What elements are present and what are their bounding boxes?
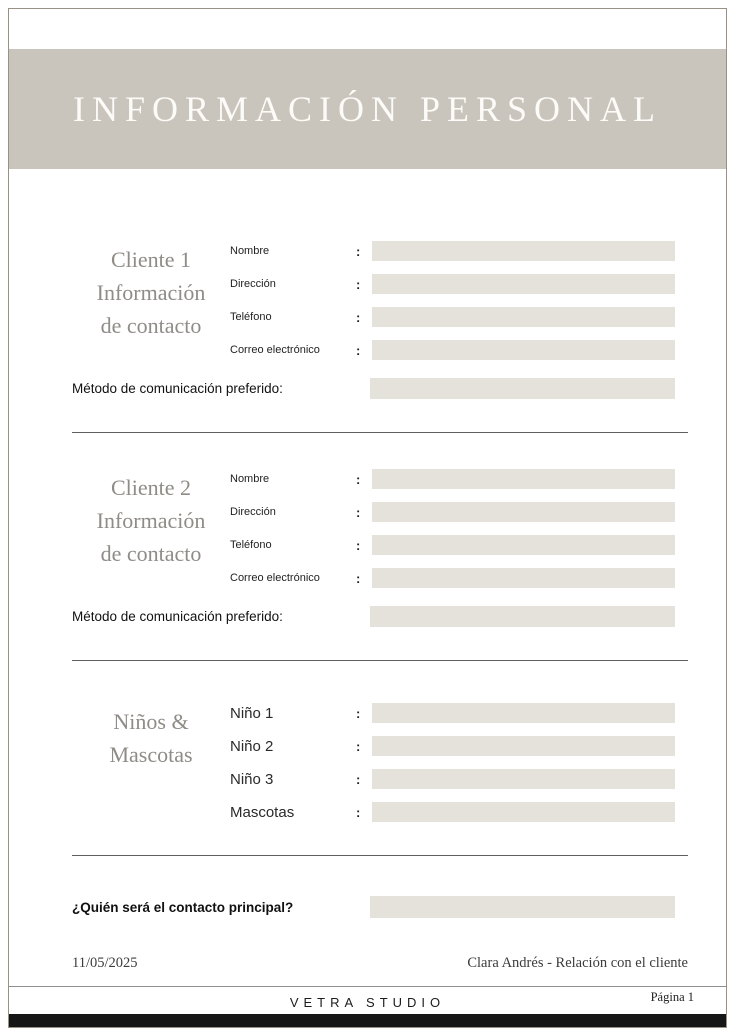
field-row xyxy=(230,502,688,522)
input-cliente2-telefono[interactable] xyxy=(372,535,675,555)
colon: : xyxy=(356,504,361,520)
field-label-nombre: Nombre xyxy=(230,473,270,485)
field-label-mascotas: Mascotas xyxy=(230,803,295,821)
footer-row xyxy=(72,955,688,972)
field-row xyxy=(230,703,688,723)
colon: : xyxy=(356,243,361,259)
document-page xyxy=(8,8,727,1028)
document-credit: Clara Andrés - Relación con el cliente xyxy=(467,955,688,971)
divider xyxy=(72,660,688,661)
question-row xyxy=(72,896,688,918)
input-cliente1-correo[interactable] xyxy=(372,340,675,360)
page-content xyxy=(9,241,726,972)
field-row xyxy=(230,307,688,327)
field-row xyxy=(230,274,688,294)
field-label-nino-1: Niño 1 xyxy=(230,704,274,722)
colon: : xyxy=(356,570,361,586)
input-cliente1-direccion[interactable] xyxy=(372,274,675,294)
input-nino-1[interactable] xyxy=(372,703,675,723)
field-label-nino-2: Niño 2 xyxy=(230,737,274,755)
section-title-cliente-2 xyxy=(72,469,230,588)
header-band xyxy=(9,49,726,169)
fields-cliente-2 xyxy=(230,469,688,588)
fields-ninos-mascotas xyxy=(230,703,688,822)
field-label-nino-3: Niño 3 xyxy=(230,770,274,788)
page-number: Página 1 xyxy=(650,990,694,1004)
section-title-line: Cliente 1 xyxy=(110,247,192,272)
brand-name: VETRA STUDIO xyxy=(289,995,446,1010)
section-title-line: de contacto xyxy=(100,313,202,338)
field-label-telefono: Teléfono xyxy=(230,539,272,551)
colon: : xyxy=(356,771,361,787)
colon: : xyxy=(356,471,361,487)
field-row xyxy=(230,469,688,489)
section-title-cliente-1 xyxy=(72,241,230,360)
colon: : xyxy=(356,276,361,292)
method-label: Método de comunicación preferido: xyxy=(72,609,283,624)
section-title-ninos-mascotas xyxy=(72,703,230,822)
colon: : xyxy=(356,309,361,325)
colon: : xyxy=(356,705,361,721)
input-cliente1-telefono[interactable] xyxy=(372,307,675,327)
field-label-direccion: Dirección xyxy=(230,278,276,290)
page-title: INFORMACIÓN PERSONAL xyxy=(72,89,663,129)
section-title-line: Cliente 2 xyxy=(110,475,192,500)
colon: : xyxy=(356,804,361,820)
section-title-line: de contacto xyxy=(100,541,202,566)
field-row xyxy=(230,736,688,756)
field-label-direccion: Dirección xyxy=(230,506,276,518)
field-row xyxy=(230,769,688,789)
input-nino-3[interactable] xyxy=(372,769,675,789)
input-cliente2-correo[interactable] xyxy=(372,568,675,588)
input-cliente2-direccion[interactable] xyxy=(372,502,675,522)
field-row xyxy=(230,802,688,822)
method-row-cliente-1 xyxy=(72,378,688,399)
input-cliente1-metodo[interactable] xyxy=(370,378,675,399)
section-ninos-mascotas xyxy=(72,703,688,822)
section-title-line: Información xyxy=(96,508,206,533)
method-label: Método de comunicación preferido: xyxy=(72,381,283,396)
input-mascotas[interactable] xyxy=(372,802,675,822)
section-title-line: Niños & xyxy=(113,709,189,734)
section-title-line: Información xyxy=(96,280,206,305)
input-cliente2-nombre[interactable] xyxy=(372,469,675,489)
field-row xyxy=(230,241,688,261)
field-row xyxy=(230,568,688,588)
fields-cliente-1 xyxy=(230,241,688,360)
bottom-bar xyxy=(9,986,726,1014)
section-cliente-2 xyxy=(72,469,688,588)
colon: : xyxy=(356,537,361,553)
question-label: ¿Quién será el contacto principal? xyxy=(72,899,294,915)
bottom-strip xyxy=(9,1014,726,1027)
field-row xyxy=(230,535,688,555)
field-label-telefono: Teléfono xyxy=(230,311,272,323)
field-row xyxy=(230,340,688,360)
input-cliente2-metodo[interactable] xyxy=(370,606,675,627)
divider xyxy=(72,432,688,433)
section-title-line: Mascotas xyxy=(109,742,193,767)
section-cliente-1 xyxy=(72,241,688,360)
document-date: 11/05/2025 xyxy=(72,955,138,971)
method-row-cliente-2 xyxy=(72,606,688,627)
field-label-nombre: Nombre xyxy=(230,245,270,257)
field-label-correo: Correo electrónico xyxy=(230,344,320,356)
colon: : xyxy=(356,342,361,358)
input-cliente1-nombre[interactable] xyxy=(372,241,675,261)
colon: : xyxy=(356,738,361,754)
input-nino-2[interactable] xyxy=(372,736,675,756)
field-label-correo: Correo electrónico xyxy=(230,572,320,584)
input-contacto-principal[interactable] xyxy=(370,896,675,918)
divider xyxy=(72,855,688,856)
